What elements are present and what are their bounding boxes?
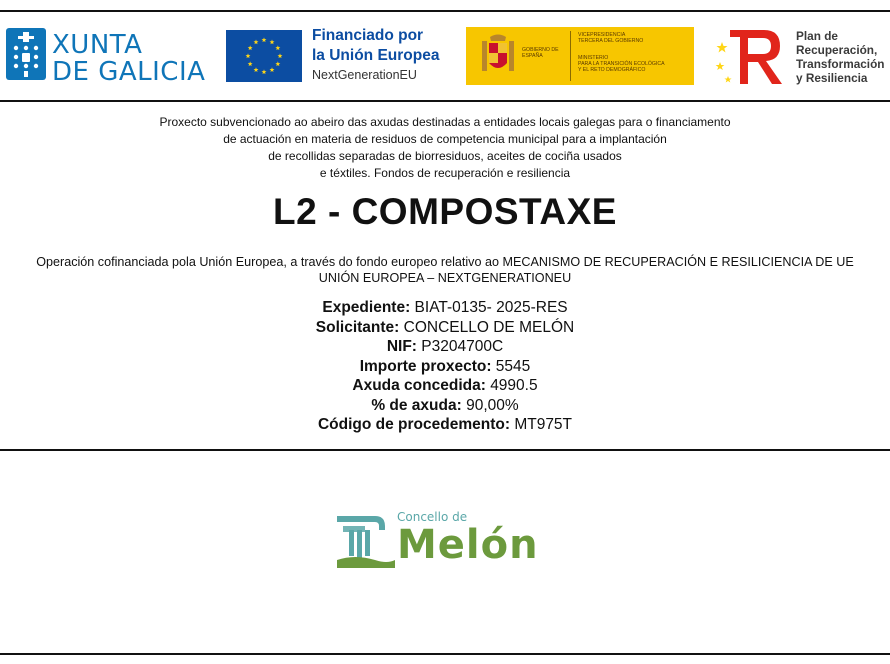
gob-right-bottom-3: Y EL RETO DEMOGRÁFICO xyxy=(578,67,646,73)
logos-bottom-rule xyxy=(0,100,890,102)
waterfall-icon xyxy=(335,510,397,570)
gob-right-bottom-2: PARA LA TRANSICIÓN ECOLÓGICA xyxy=(578,61,665,67)
melon-big-text: Melón xyxy=(397,522,539,568)
field-codigo xyxy=(0,415,890,435)
field-label: Solicitante: xyxy=(315,318,400,336)
prtr-line2: Recuperación, xyxy=(796,43,878,57)
field-axuda xyxy=(0,376,890,396)
field-label: Importe proxecto: xyxy=(359,357,492,375)
xunta-emblem-icon xyxy=(6,28,46,80)
melon-small-text: Concello de xyxy=(397,510,468,524)
prtr-line3: Transformación xyxy=(796,57,885,71)
content-bottom-rule xyxy=(0,449,890,451)
field-label: Código de procedemento: xyxy=(317,416,510,433)
field-value: CONCELLO DE MELÓN xyxy=(403,318,575,336)
gobierno-logo xyxy=(466,27,694,85)
field-value: BIAT-0135- 2025-RES xyxy=(414,299,568,316)
spain-coat-of-arms-icon xyxy=(480,33,516,79)
eu-flag-icon xyxy=(226,30,302,82)
field-label: NIF: xyxy=(386,338,417,355)
operation-text xyxy=(0,254,890,286)
intro-paragraph xyxy=(0,114,890,182)
field-value: 90,00% xyxy=(466,396,519,414)
prtr-line4: y Resiliencia xyxy=(796,71,868,85)
xunta-logo xyxy=(6,28,206,88)
eu-logo xyxy=(226,26,456,88)
project-details xyxy=(0,298,890,435)
intro-line-2: de actuación en materia de residuos de competencia municipal para a implantación xyxy=(223,132,667,146)
field-porcentaxe xyxy=(0,396,890,416)
operation-line-1: Operación cofinanciada pola Unión Europea, a través do fondo europeo relativo ao MECANISMO DE RECUPERACIÓN E RESILICIENCIA DE UE xyxy=(36,255,854,269)
field-nif xyxy=(0,337,890,357)
gob-right-top-2: TERCERA DEL GOBIERNO xyxy=(578,38,644,44)
field-value: MT975T xyxy=(514,416,573,433)
field-solicitante xyxy=(0,318,890,338)
field-label: Axuda concedida: xyxy=(352,377,486,394)
intro-line-4: e téxtiles. Fondos de recuperación e resiliencia xyxy=(319,166,571,180)
eu-line1: Financiado por xyxy=(312,27,424,44)
gob-right-top-1: VICEPRESIDENCIA xyxy=(578,32,626,38)
field-label: Expediente: xyxy=(322,299,411,316)
field-value: 4990.5 xyxy=(490,377,538,394)
field-label: % de axuda: xyxy=(371,396,462,414)
intro-line-1: Proxecto subvencionado ao abeiro das axudas destinadas a entidades locais galegas para o financiamento xyxy=(159,115,731,129)
gob-right-bottom-1: MINISTERIO xyxy=(578,55,609,61)
gobierno-label: GOBIERNO DE ESPAÑA xyxy=(522,47,559,60)
logos-row xyxy=(0,14,890,98)
field-value: P3204700C xyxy=(421,338,504,355)
prtr-emblem-icon xyxy=(714,28,788,86)
intro-line-3: de recollidas separadas de biorresiduos, aceites de cociña usados xyxy=(268,149,622,163)
gobierno-divider xyxy=(570,31,571,81)
prtr-logo xyxy=(710,24,888,90)
xunta-line1: XUNTA xyxy=(52,30,143,60)
melon-logo xyxy=(335,508,565,572)
eu-line3: NextGenerationEU xyxy=(312,68,417,82)
operation-line-2: UNIÓN EUROPEA – NEXTGENERATIONEU xyxy=(318,271,572,285)
page-title: L2 - COMPOSTAXE xyxy=(273,191,617,232)
field-expediente xyxy=(0,298,890,318)
top-rule xyxy=(0,10,890,12)
eu-line2: la Unión Europea xyxy=(312,47,440,64)
field-value: 5545 xyxy=(495,357,531,375)
prtr-line1: Plan de xyxy=(796,29,838,43)
footer-rule xyxy=(0,653,890,655)
xunta-line2: DE GALICIA xyxy=(52,57,206,87)
field-importe xyxy=(0,357,890,377)
